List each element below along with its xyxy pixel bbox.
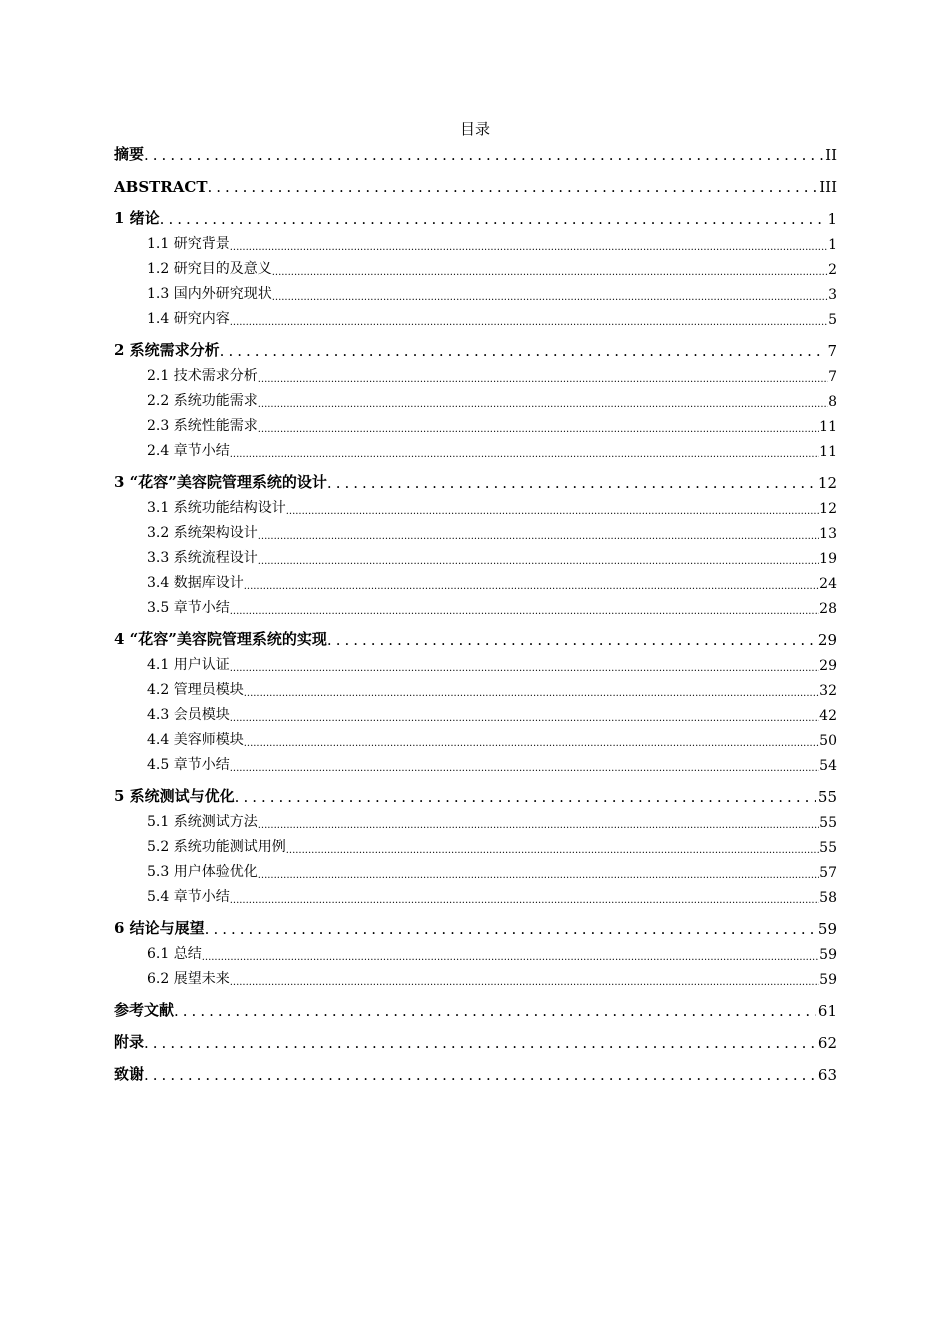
toc-entry-label: 3 “花容”美容院管理系统的设计 — [114, 473, 327, 491]
toc-entry-label: 4.5 章节小结 — [147, 757, 230, 773]
toc-entry-page-number: 7 — [827, 342, 837, 360]
toc-entry-page-number: 24 — [819, 576, 837, 592]
toc-entry-page-number: 2 — [828, 262, 837, 278]
dot-leader — [230, 713, 819, 724]
dot-leader — [258, 556, 819, 567]
toc-entry-page-number: 55 — [819, 840, 837, 856]
toc-section-entry[interactable] — [114, 385, 837, 410]
toc-entry-label: 1.2 研究目的及意义 — [147, 261, 272, 277]
toc-section-entry[interactable] — [114, 278, 837, 303]
dot-leader — [258, 399, 828, 410]
toc-section-entry[interactable] — [114, 699, 837, 724]
dot-leader — [258, 870, 819, 881]
dot-leader — [230, 977, 819, 988]
toc-entry-label: 3.3 系统流程设计 — [147, 550, 258, 566]
toc-entry-label: 2.2 系统功能需求 — [147, 393, 258, 409]
toc-entry-page-number: 7 — [828, 369, 837, 385]
toc-entry-page-number: 62 — [817, 1034, 837, 1052]
toc-entry-label: 6.1 总结 — [147, 946, 202, 962]
toc-entry-page-number: 42 — [819, 708, 837, 724]
toc-entry-label: 致谢 — [114, 1065, 145, 1083]
toc-chapter-entry[interactable] — [114, 196, 837, 228]
toc-section-entry[interactable] — [114, 360, 837, 385]
toc-section-entry[interactable] — [114, 724, 837, 749]
toc-entry-page-number: 61 — [817, 1002, 837, 1020]
dot-leader — [244, 738, 819, 749]
toc-entry-label: 3.5 章节小结 — [147, 600, 230, 616]
dot-leader — [258, 424, 819, 435]
toc-chapter-entry[interactable] — [114, 774, 837, 806]
toc-entry-page-number: 19 — [819, 551, 837, 567]
toc-entry-page-number: 57 — [819, 865, 837, 881]
toc-entry-page-number: 55 — [819, 815, 837, 831]
dot-leader — [272, 267, 828, 278]
dot-leader — [327, 474, 816, 492]
dot-leader — [205, 920, 816, 938]
dot-leader — [174, 1002, 816, 1020]
toc-entry-page-number: 28 — [819, 601, 837, 617]
toc-chapter-entry[interactable] — [114, 1052, 837, 1084]
dot-leader — [230, 606, 819, 617]
toc-section-entry[interactable] — [114, 567, 837, 592]
toc-entry-label: 4.3 会员模块 — [147, 707, 230, 723]
toc-section-entry[interactable] — [114, 856, 837, 881]
dot-leader — [244, 581, 819, 592]
toc-entry-label: 1.1 研究背景 — [147, 236, 230, 252]
toc-entry-label: ABSTRACT — [114, 178, 208, 196]
toc-section-entry[interactable] — [114, 963, 837, 988]
toc-section-entry[interactable] — [114, 435, 837, 460]
toc-entry-label: 3.2 系统架构设计 — [147, 525, 258, 541]
toc-entry-page-number: 58 — [819, 890, 837, 906]
toc-entry-page-number: 8 — [828, 394, 837, 410]
dot-leader — [230, 317, 828, 328]
toc-chapter-entry[interactable] — [114, 617, 837, 649]
toc-section-entry[interactable] — [114, 410, 837, 435]
dot-leader — [230, 895, 819, 906]
dot-leader — [258, 374, 828, 385]
dot-leader — [230, 663, 819, 674]
toc-entry-label: 参考文献 — [114, 1001, 175, 1019]
toc-chapter-entry[interactable] — [114, 1020, 837, 1052]
toc-entry-page-number: 32 — [819, 683, 837, 699]
toc-entry-page-number: 1 — [827, 210, 837, 228]
dot-leader — [160, 210, 826, 228]
toc-entry-page-number: 63 — [817, 1066, 837, 1084]
toc-entry-label: 2.1 技术需求分析 — [147, 368, 258, 384]
toc-entry-page-number: 54 — [819, 758, 837, 774]
toc-entry-label: 5.3 用户体验优化 — [147, 864, 258, 880]
toc-chapter-entry[interactable] — [114, 140, 837, 164]
toc-entry-page-number: 1 — [828, 237, 837, 253]
toc-entry-label: 2.4 章节小结 — [147, 443, 230, 459]
toc-section-entry[interactable] — [114, 228, 837, 253]
dot-leader — [202, 952, 819, 963]
dot-leader — [144, 146, 823, 164]
toc-section-entry[interactable] — [114, 303, 837, 328]
toc-entry-page-number: 5 — [828, 312, 837, 328]
toc-section-entry[interactable] — [114, 492, 837, 517]
toc-chapter-entry[interactable] — [114, 460, 837, 492]
toc-entry-page-number: 11 — [819, 419, 837, 435]
toc-section-entry[interactable] — [114, 674, 837, 699]
toc-entry-label: 4.1 用户认证 — [147, 657, 230, 673]
toc-entry-page-number: 59 — [817, 920, 837, 938]
toc-entry-page-number: 55 — [817, 788, 837, 806]
toc-section-entry[interactable] — [114, 517, 837, 542]
dot-leader — [286, 506, 819, 517]
toc-entry-page-number: 50 — [819, 733, 837, 749]
toc-entry-label: 5.2 系统功能测试用例 — [147, 839, 286, 855]
dot-leader — [272, 292, 828, 303]
toc-entry-page-number: 29 — [819, 658, 837, 674]
dot-leader — [327, 631, 816, 649]
dot-leader — [258, 531, 819, 542]
toc-section-entry[interactable] — [114, 592, 837, 617]
toc-section-entry[interactable] — [114, 806, 837, 831]
toc-entry-page-number: 29 — [817, 631, 837, 649]
toc-entry-label: 5.1 系统测试方法 — [147, 814, 258, 830]
toc-entry-label: 6 结论与展望 — [114, 919, 205, 937]
dot-leader — [220, 342, 826, 360]
toc-entry-label: 5.4 章节小结 — [147, 889, 230, 905]
toc-entry-page-number: 11 — [819, 444, 837, 460]
dot-leader — [230, 449, 819, 460]
toc-entry-label: 3.4 数据库设计 — [147, 575, 244, 591]
dot-leader — [144, 1066, 816, 1084]
toc-entry-label: 3.1 系统功能结构设计 — [147, 500, 286, 516]
toc-entry-label: 附录 — [114, 1033, 145, 1051]
dot-leader — [258, 820, 819, 831]
toc-entry-label: 摘要 — [114, 145, 145, 163]
toc-section-entry[interactable] — [114, 253, 837, 278]
toc-section-entry[interactable] — [114, 831, 837, 856]
dot-leader — [235, 788, 816, 806]
toc-entry-label: 1.3 国内外研究现状 — [147, 286, 272, 302]
toc-entry-label: 1 绪论 — [114, 209, 160, 227]
toc-entry-label: 5 系统测试与优化 — [114, 787, 235, 805]
toc-entry-label: 2.3 系统性能需求 — [147, 418, 258, 434]
toc-section-entry[interactable] — [114, 649, 837, 674]
toc-chapter-entry[interactable] — [114, 906, 837, 938]
dot-leader — [144, 1034, 816, 1052]
toc-chapter-entry[interactable] — [114, 328, 837, 360]
toc-entry-page-number: 59 — [819, 972, 837, 988]
toc-entry-page-number: 13 — [819, 526, 837, 542]
toc-entry-page-number: 59 — [819, 947, 837, 963]
toc-section-entry[interactable] — [114, 881, 837, 906]
toc-entry-label: 2 系统需求分析 — [114, 341, 220, 359]
toc-section-entry[interactable] — [114, 542, 837, 567]
dot-leader — [286, 845, 819, 856]
dot-leader — [230, 763, 819, 774]
toc-entry-label: 4 “花容”美容院管理系统的实现 — [114, 630, 327, 648]
toc-entry-page-number: 12 — [819, 501, 837, 517]
toc-entry-label: 6.2 展望未来 — [147, 971, 230, 987]
toc-entry-page-number: III — [819, 178, 837, 196]
dot-leader — [230, 242, 828, 253]
toc-title: 目录 — [459, 120, 490, 138]
toc-chapter-entry[interactable] — [114, 164, 837, 196]
toc-entry-page-number: 12 — [817, 474, 837, 492]
table-of-contents — [114, 140, 837, 1084]
toc-entry-label: 1.4 研究内容 — [147, 311, 230, 327]
dot-leader — [244, 688, 819, 699]
toc-chapter-entry[interactable] — [114, 988, 837, 1020]
toc-entry-page-number: II — [825, 146, 837, 164]
toc-entry-label: 4.2 管理员模块 — [147, 682, 244, 698]
toc-entry-page-number: 3 — [828, 287, 837, 303]
toc-section-entry[interactable] — [114, 938, 837, 963]
toc-section-entry[interactable] — [114, 749, 837, 774]
toc-entry-label: 4.4 美容师模块 — [147, 732, 244, 748]
dot-leader — [208, 178, 818, 196]
